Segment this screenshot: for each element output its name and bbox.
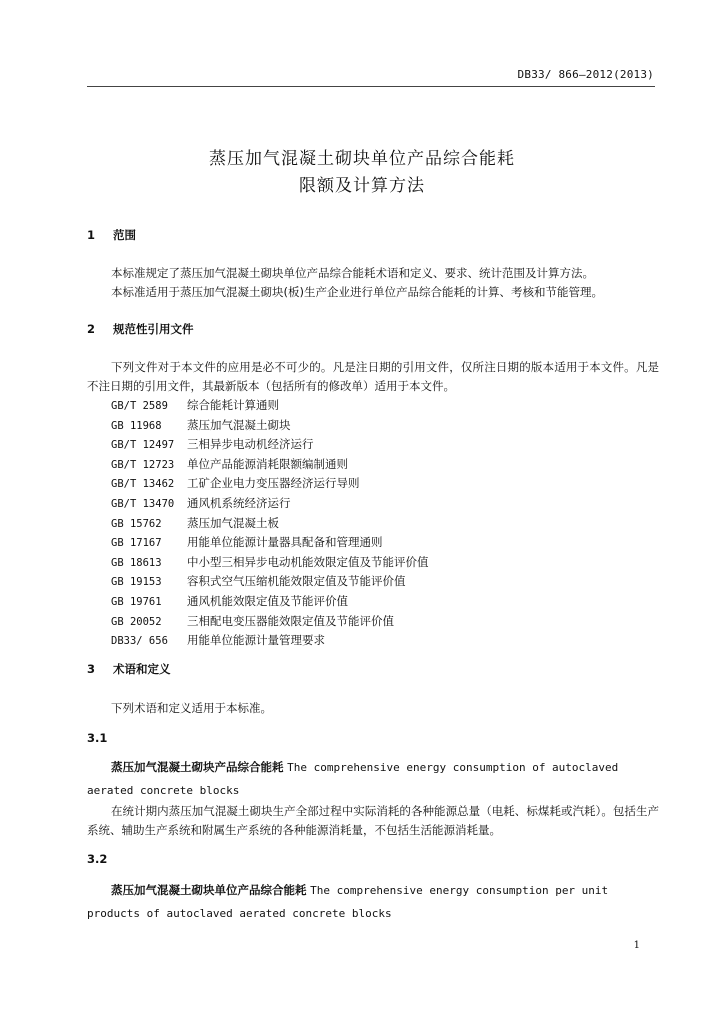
document-title-line2: 限额及计算方法 — [299, 176, 425, 196]
reference-code: GB/T 12497 — [111, 439, 175, 452]
reference-title: 通风机能效限定值及节能评价值 — [187, 593, 348, 608]
reference-item — [87, 455, 659, 475]
reference-code: GB/T 12723 — [111, 458, 175, 471]
reference-code: GB 18613 — [111, 556, 162, 569]
paragraph: 本标准适用于蒸压加气混凝土砌块(板)生产企业进行单位产品综合能耗的计算、考核和节能管理。 — [111, 285, 603, 299]
reference-title: 用能单位能源计量管理要求 — [187, 633, 325, 648]
section-2-heading — [87, 320, 659, 339]
reference-code: GB 11968 — [111, 419, 162, 432]
reference-title: 三相异步电动机经济运行 — [187, 437, 314, 452]
reference-item — [87, 572, 659, 592]
reference-code: DB33/ 656 — [111, 635, 168, 648]
section-title: 术语和定义 — [113, 662, 171, 676]
section-3-intro — [87, 699, 659, 718]
reference-title: 三相配电变压器能效限定值及节能评价值 — [187, 613, 394, 628]
reference-item — [87, 416, 659, 436]
term-3-1-heading — [87, 756, 659, 802]
term-3-1-number: 3.1 — [87, 731, 108, 745]
term-english: The comprehensive energy consumption per unit products of autoclaved aerated concrete blocks — [87, 884, 609, 920]
section-1-heading — [87, 226, 659, 245]
standard-code: DB33/ 866—2012(2013) — [517, 68, 654, 81]
reference-title: 单位产品能源消耗限额编制通则 — [187, 456, 348, 471]
section-3-heading — [87, 660, 659, 679]
reference-item — [87, 474, 659, 494]
term-3-2-number: 3.2 — [87, 852, 108, 866]
reference-code: GB 19761 — [111, 595, 162, 608]
reference-code: GB 20052 — [111, 615, 162, 628]
reference-item — [87, 396, 659, 416]
reference-code: GB 19153 — [111, 576, 162, 589]
section-number: 1 — [87, 228, 96, 242]
reference-title: 中小型三相异步电动机能效限定值及节能评价值 — [187, 554, 429, 569]
reference-title: 综合能耗计算通则 — [187, 398, 279, 412]
reference-title: 用能单位能源计量器具配备和管理通则 — [187, 535, 383, 550]
reference-code: GB/T 13462 — [111, 478, 175, 491]
reference-title: 工矿企业电力变压器经济运行导则 — [187, 476, 360, 491]
section-number: 3 — [87, 662, 96, 676]
reference-item — [87, 494, 659, 514]
term-chinese: 蒸压加气混凝土砌块产品综合能耗 — [111, 760, 284, 774]
term-english: The comprehensive energy consumption of autoclaved aerated concrete blocks — [87, 761, 619, 797]
reference-code: GB 17167 — [111, 537, 162, 550]
section-2-intro — [87, 358, 659, 396]
header-rule — [87, 86, 655, 87]
section-number: 2 — [87, 322, 96, 336]
reference-title: 蒸压加气混凝土板 — [187, 515, 279, 530]
document-title-line1: 蒸压加气混凝土砌块单位产品综合能耗 — [209, 149, 515, 169]
term-3-1-definition — [87, 802, 659, 840]
reference-item — [87, 514, 659, 534]
reference-item — [87, 631, 659, 651]
page-number: 1 — [633, 940, 640, 951]
reference-title: 蒸压加气混凝土砌块 — [187, 417, 291, 432]
reference-item — [87, 612, 659, 632]
section-title: 规范性引用文件 — [113, 322, 194, 336]
reference-list — [87, 396, 659, 651]
reference-code: GB/T 2589 — [111, 400, 168, 412]
section-1-body — [87, 264, 659, 302]
section-title: 范围 — [113, 228, 136, 242]
reference-code: GB 15762 — [111, 517, 162, 530]
reference-code: GB/T 13470 — [111, 497, 175, 510]
reference-item — [87, 533, 659, 553]
paragraph: 本标准规定了蒸压加气混凝土砌块单位产品综合能耗术语和定义、要求、统计范围及计算方法。 — [111, 266, 594, 280]
reference-title: 容积式空气压缩机能效限定值及节能评价值 — [187, 574, 406, 589]
reference-item — [87, 553, 659, 573]
paragraph: 下列文件对于本文件的应用是必不可少的。凡是注日期的引用文件，仅所注日期的版本适用于本文件。凡是不注日期的引用文件，其最新版本（包括所有的修改单）适用于本文件。 — [87, 360, 659, 393]
reference-title: 通风机系统经济运行 — [187, 495, 291, 510]
term-chinese: 蒸压加气混凝土砌块单位产品综合能耗 — [111, 883, 307, 897]
reference-item — [87, 592, 659, 612]
reference-item — [87, 435, 659, 455]
paragraph: 在统计期内蒸压加气混凝土砌块生产全部过程中实际消耗的各种能源总量（电耗、标煤耗或汽耗）。包括生产系统、辅助生产系统和附属生产系统的各种能源消耗量，不包括生活能源消耗量。 — [87, 804, 659, 837]
term-3-2-heading — [87, 879, 659, 925]
paragraph: 下列术语和定义适用于本标准。 — [111, 701, 272, 715]
